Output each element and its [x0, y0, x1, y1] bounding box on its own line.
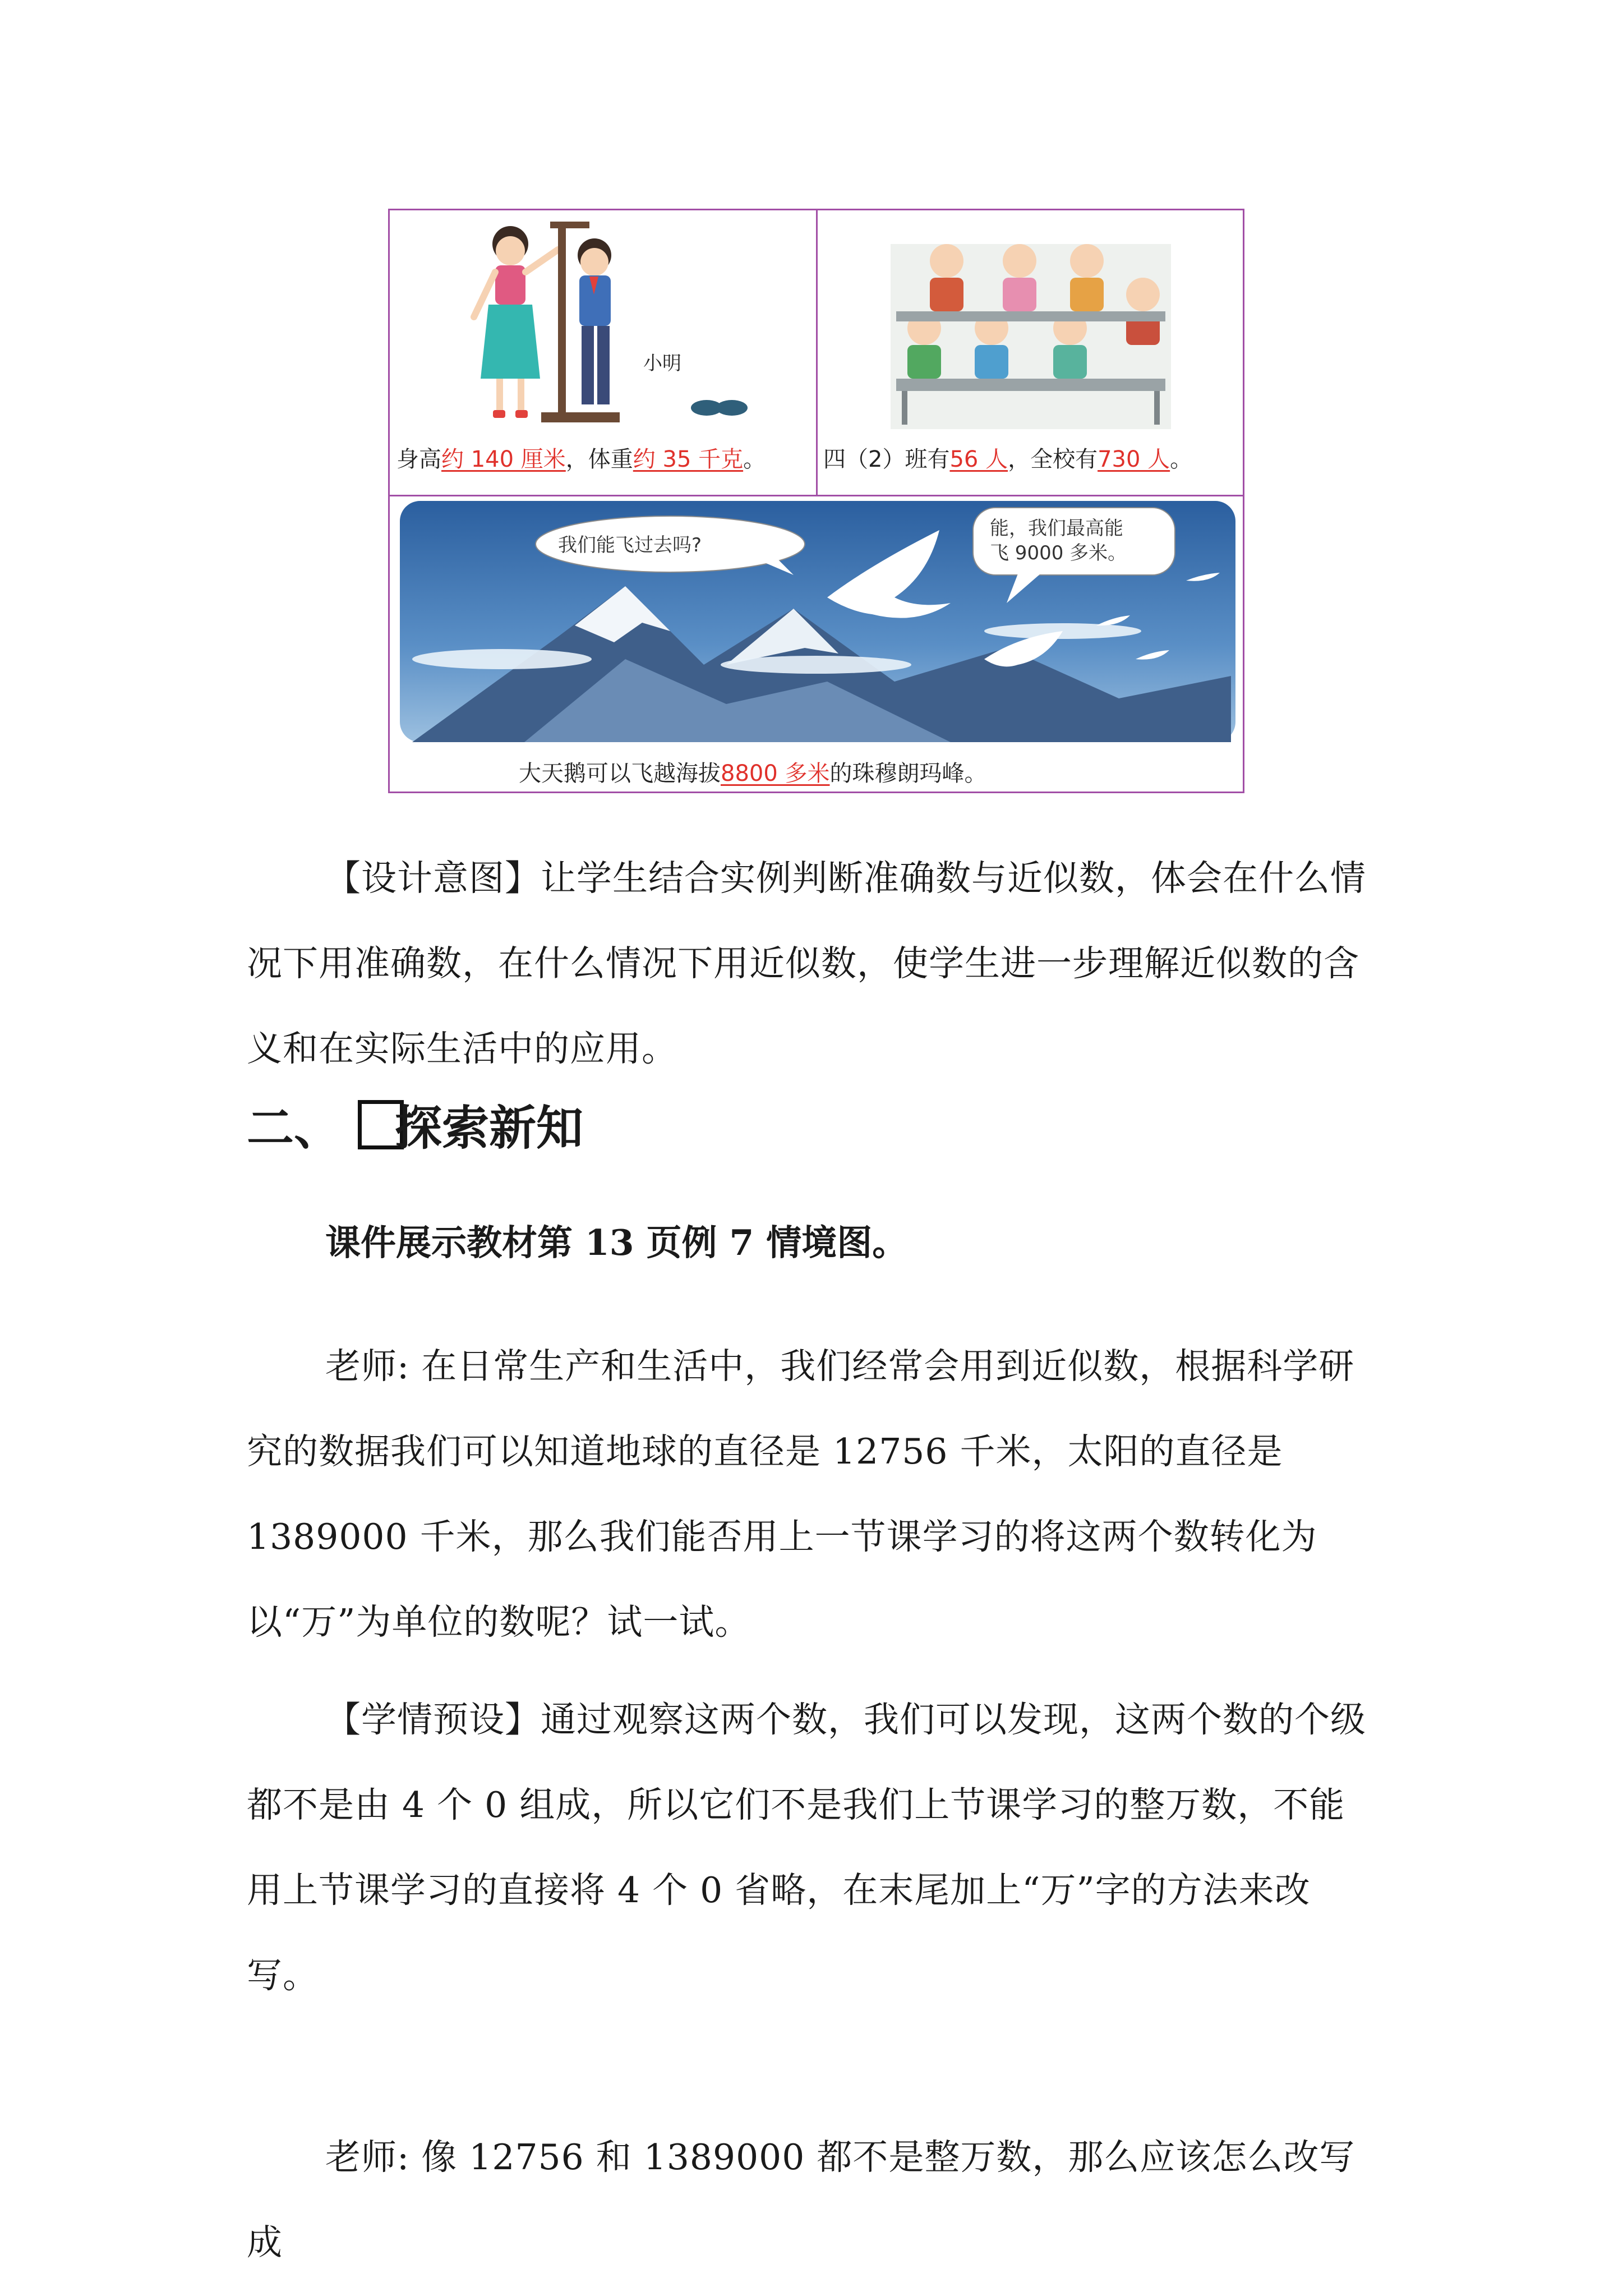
caption-text: 大天鹅可以飞越海拔 — [519, 761, 721, 786]
everest-caption — [519, 756, 987, 788]
height-weight-caption — [396, 441, 766, 473]
caption-text: ，全校有 — [1008, 447, 1098, 472]
class-count-value: 56 人 — [949, 447, 1008, 472]
girl-illustration — [474, 226, 558, 418]
panel-classroom — [818, 210, 1243, 495]
caption-text: 身高 — [396, 447, 441, 472]
height-value: 约 140 厘米 — [441, 447, 566, 472]
section-heading — [247, 1091, 583, 1158]
everest-height-value: 8800 多米 — [721, 761, 830, 786]
panel-swans-everest — [390, 496, 1243, 792]
teacher-paragraph-2: 老师: 像 12756 和 1389000 都不是整万数，那么应该怎么改写成 — [247, 2137, 1355, 2263]
school-count-value: 730 人 — [1098, 447, 1170, 472]
teacher-paragraph-1: 老师: 在日常生产和生活中，我们经常会用到近似数，根据科学研究的数据我们可以知道地球的直径是 12756 千米，太阳的直径是 1389000 千米，那么我们能否用上一节课学习的将这两个数转化为以“万”为单位的数呢？试一试。 — [247, 1346, 1355, 1642]
bubble-left-text: 我们能飞过去吗? — [558, 534, 702, 556]
caption-text: ，体重 — [565, 447, 633, 472]
swans-mountain-illustration — [390, 496, 1243, 749]
boy-xiaoming-illustration — [578, 238, 611, 404]
section-number: 二、 — [247, 1100, 342, 1156]
class-size-caption — [823, 441, 1192, 473]
caption-text: 。 — [743, 447, 766, 472]
classroom-illustration — [818, 210, 1243, 435]
caption-text: 的珠穆朗玛峰。 — [829, 761, 987, 786]
courseware-instruction: 课件展示教材第 13 页例 7 情境图。 — [325, 1222, 908, 1263]
shoes-illustration — [691, 400, 748, 416]
section-title: 探索新知 — [395, 1100, 584, 1156]
student-preset-paragraph: 【学情预设】通过观察这两个数，我们可以发现，这两个数的个级都不是由 4 个 0 组成，所以它们不是我们上节课学习的整万数，不能用上节课学习的直接将 4 个 0 省略，在末尾加上“万”字的方法来改写。 — [247, 1699, 1366, 1996]
bubble-right-line2: 飞 9000 多米。 — [990, 542, 1127, 564]
design-intent-paragraph: 【设计意图】让学生结合实例判断准确数与近似数，体会在什么情况下用准确数，在什么情况下用近似数，使学生进一步理解近似数的含义和在实际生活中的应用。 — [247, 858, 1366, 1069]
weight-value: 约 35 千克 — [633, 447, 744, 472]
panel-height-measurement — [390, 210, 816, 495]
height-measure-illustration — [390, 210, 816, 435]
bubble-right-line1: 能，我们最高能 — [990, 517, 1123, 540]
name-label-xiaoming: 小明 — [643, 352, 681, 375]
caption-text: 四（2）班有 — [823, 447, 950, 472]
textbook-figure — [388, 209, 1244, 793]
caption-text: 。 — [1170, 447, 1193, 472]
